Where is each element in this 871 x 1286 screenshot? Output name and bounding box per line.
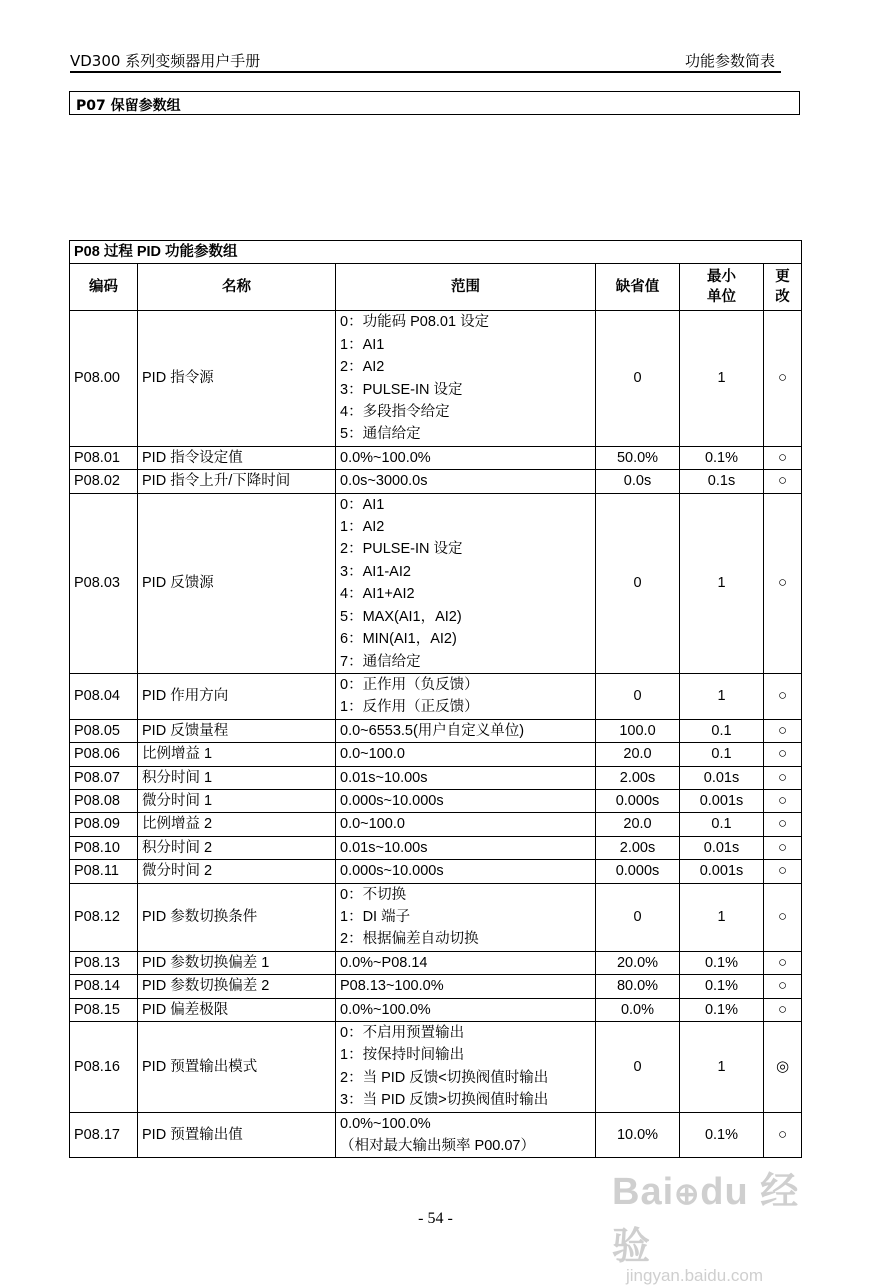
param-min-unit: 0.1 xyxy=(680,743,764,766)
param-name: PID 指令源 xyxy=(138,311,336,446)
range-option: 0：不启用预置输出 xyxy=(340,1025,465,1041)
param-change-symbol: ○ xyxy=(764,1112,802,1158)
range-option: 1：按保持时间输出 xyxy=(340,1047,465,1064)
param-name: PID 反馈源 xyxy=(138,493,336,673)
param-range xyxy=(336,311,596,446)
param-default: 0 xyxy=(596,883,680,951)
param-change-symbol: ○ xyxy=(764,743,802,766)
range-option: 0.0%~P08.14 xyxy=(340,954,428,971)
param-code: P08.14 xyxy=(70,975,138,998)
param-default: 50.0% xyxy=(596,446,680,469)
param-range xyxy=(336,836,596,859)
table-row xyxy=(70,719,802,742)
param-change-symbol: ○ xyxy=(764,836,802,859)
range-option: 2：AI2 xyxy=(340,359,385,376)
range-option: 1：AI2 xyxy=(340,519,385,536)
range-option: 0.0%~100.0% xyxy=(340,449,431,466)
param-range xyxy=(336,975,596,998)
range-option: 1：DI 端子 xyxy=(340,908,411,925)
param-default: 20.0% xyxy=(596,951,680,974)
range-option: 0：正作用（负反馈） xyxy=(340,676,479,693)
range-option: 4：AI1+AI2 xyxy=(340,586,415,603)
table-row xyxy=(70,446,802,469)
page-number: - 54 - xyxy=(418,1210,453,1227)
param-change-symbol: ○ xyxy=(764,998,802,1021)
param-range xyxy=(336,789,596,812)
range-option: 0.0%~100.0% xyxy=(340,1001,431,1018)
section-title: 功能参数简表 xyxy=(684,52,775,70)
param-range xyxy=(336,493,596,673)
col-header-min-unit: 最小 单位 xyxy=(680,264,764,311)
param-code: P08.05 xyxy=(70,719,138,742)
param-code: P08.06 xyxy=(70,743,138,766)
param-name: PID 指令设定值 xyxy=(138,446,336,469)
p08-parameter-table xyxy=(69,240,802,1158)
param-range xyxy=(336,998,596,1021)
param-range xyxy=(336,1022,596,1113)
param-code: P08.10 xyxy=(70,836,138,859)
param-min-unit: 0.01s xyxy=(680,766,764,789)
range-option: 6：MIN(AI1，AI2) xyxy=(340,631,457,648)
param-code: P08.09 xyxy=(70,813,138,836)
param-min-unit: 0.1% xyxy=(680,951,764,974)
param-name: PID 偏差极限 xyxy=(138,998,336,1021)
param-code: P08.00 xyxy=(70,311,138,446)
range-option: 0.01s~10.00s xyxy=(340,769,428,786)
param-min-unit: 1 xyxy=(680,883,764,951)
baidu-jingyan-watermark: Bai⊕du 经验 jingyan.baidu.com xyxy=(612,1171,800,1285)
param-range xyxy=(336,1112,596,1158)
param-name: 微分时间 2 xyxy=(138,860,336,883)
table-row xyxy=(70,813,802,836)
table-row xyxy=(70,673,802,719)
table-row xyxy=(70,311,802,446)
param-min-unit: 0.1s xyxy=(680,470,764,493)
param-default: 0.0s xyxy=(596,470,680,493)
range-option: 3：AI1-AI2 xyxy=(340,563,411,580)
param-default: 0 xyxy=(596,311,680,446)
param-change-symbol: ○ xyxy=(764,446,802,469)
param-min-unit: 0.1% xyxy=(680,1112,764,1158)
param-default: 20.0 xyxy=(596,743,680,766)
table-row xyxy=(70,860,802,883)
param-code: P08.11 xyxy=(70,860,138,883)
param-change-symbol: ○ xyxy=(764,311,802,446)
param-name: 微分时间 1 xyxy=(138,789,336,812)
param-default: 20.0 xyxy=(596,813,680,836)
range-option: 5：通信给定 xyxy=(340,426,421,443)
param-code: P08.07 xyxy=(70,766,138,789)
param-range xyxy=(336,951,596,974)
table-header-row xyxy=(70,264,802,311)
table-row xyxy=(70,493,802,673)
range-option: P08.13~100.0% xyxy=(340,978,444,995)
param-default: 0 xyxy=(596,673,680,719)
manual-title: VD300 系列变频器用户手册 xyxy=(70,52,261,70)
param-name: PID 参数切换条件 xyxy=(138,883,336,951)
param-change-symbol: ○ xyxy=(764,951,802,974)
p08-group-title: P08 过程 PID 功能参数组 xyxy=(70,241,802,264)
range-option: 2：当 PID 反馈<切换阀值时输出 xyxy=(340,1069,549,1086)
param-default: 0.000s xyxy=(596,860,680,883)
param-default: 0 xyxy=(596,493,680,673)
param-default: 2.00s xyxy=(596,766,680,789)
range-option: 0.000s~10.000s xyxy=(340,792,444,809)
range-option: 0：不切换 xyxy=(340,886,407,903)
param-change-symbol: ○ xyxy=(764,813,802,836)
table-row xyxy=(70,1022,802,1113)
param-code: P08.03 xyxy=(70,493,138,673)
param-min-unit: 0.1 xyxy=(680,719,764,742)
param-min-unit: 1 xyxy=(680,493,764,673)
table-row xyxy=(70,789,802,812)
param-min-unit: 0.1% xyxy=(680,446,764,469)
table-row xyxy=(70,883,802,951)
param-default: 2.00s xyxy=(596,836,680,859)
param-min-unit: 0.1 xyxy=(680,813,764,836)
range-option: 0.01s~10.00s xyxy=(340,839,428,856)
param-min-unit: 1 xyxy=(680,311,764,446)
range-option: 1：AI1 xyxy=(340,336,385,353)
param-change-symbol: ○ xyxy=(764,975,802,998)
param-name: PID 反馈量程 xyxy=(138,719,336,742)
param-name: 积分时间 1 xyxy=(138,766,336,789)
param-range xyxy=(336,470,596,493)
param-code: P08.15 xyxy=(70,998,138,1021)
param-name: PID 参数切换偏差 2 xyxy=(138,975,336,998)
param-change-symbol: ○ xyxy=(764,493,802,673)
range-option: 2：根据偏差自动切换 xyxy=(340,931,479,948)
range-option: 0：AI1 xyxy=(340,496,385,513)
table-row xyxy=(70,975,802,998)
range-option: 4：多段指令给定 xyxy=(340,404,450,421)
table-row xyxy=(70,998,802,1021)
range-option: 0.0%~100.0% xyxy=(340,1115,431,1132)
param-min-unit: 1 xyxy=(680,1022,764,1113)
col-header-code: 编码 xyxy=(70,264,138,311)
header-rule xyxy=(70,71,781,73)
col-header-name: 名称 xyxy=(138,264,336,311)
param-name: PID 参数切换偏差 1 xyxy=(138,951,336,974)
table-row xyxy=(70,743,802,766)
param-code: P08.01 xyxy=(70,446,138,469)
param-min-unit: 0.1% xyxy=(680,975,764,998)
col-header-default: 缺省值 xyxy=(596,264,680,311)
range-option: 0.000s~10.000s xyxy=(340,863,444,880)
param-range xyxy=(336,719,596,742)
range-option: 0：功能码 P08.01 设定 xyxy=(340,314,490,331)
range-option: 0.0~100.0 xyxy=(340,746,405,763)
param-code: P08.13 xyxy=(70,951,138,974)
param-code: P08.17 xyxy=(70,1112,138,1158)
param-name: PID 预置输出模式 xyxy=(138,1022,336,1113)
param-default: 100.0 xyxy=(596,719,680,742)
param-change-symbol: ○ xyxy=(764,860,802,883)
table-row xyxy=(70,1112,802,1158)
range-option: 3：当 PID 反馈>切换阀值时输出 xyxy=(340,1092,549,1109)
param-change-symbol: ◎ xyxy=(764,1022,802,1113)
param-name: 积分时间 2 xyxy=(138,836,336,859)
col-header-range: 范围 xyxy=(336,264,596,311)
param-default: 0.0% xyxy=(596,998,680,1021)
param-name: PID 作用方向 xyxy=(138,673,336,719)
range-option: 0.0~100.0 xyxy=(340,816,405,833)
col-header-change: 更 改 xyxy=(764,264,802,311)
param-name: PID 预置输出值 xyxy=(138,1112,336,1158)
range-option: （相对最大输出频率 P00.07） xyxy=(340,1138,535,1155)
param-code: P08.08 xyxy=(70,789,138,812)
param-range xyxy=(336,813,596,836)
range-option: 2：PULSE-IN 设定 xyxy=(340,541,463,558)
param-range xyxy=(336,883,596,951)
p07-group-title: P07 保留参数组 xyxy=(69,91,800,115)
param-default: 0 xyxy=(596,1022,680,1113)
param-min-unit: 1 xyxy=(680,673,764,719)
param-code: P08.04 xyxy=(70,673,138,719)
range-option: 1：反作用（正反馈） xyxy=(340,699,479,716)
param-name: 比例增益 2 xyxy=(138,813,336,836)
param-change-symbol: ○ xyxy=(764,883,802,951)
param-change-symbol: ○ xyxy=(764,673,802,719)
param-range xyxy=(336,673,596,719)
range-option: 3：PULSE-IN 设定 xyxy=(340,381,463,398)
table-row xyxy=(70,766,802,789)
param-change-symbol: ○ xyxy=(764,789,802,812)
param-code: P08.16 xyxy=(70,1022,138,1113)
param-change-symbol: ○ xyxy=(764,719,802,742)
param-name: 比例增益 1 xyxy=(138,743,336,766)
param-change-symbol: ○ xyxy=(764,766,802,789)
param-default: 10.0% xyxy=(596,1112,680,1158)
table-body xyxy=(70,311,802,1158)
table-row xyxy=(70,470,802,493)
param-code: P08.02 xyxy=(70,470,138,493)
param-range xyxy=(336,766,596,789)
param-default: 80.0% xyxy=(596,975,680,998)
range-option: 7：通信给定 xyxy=(340,653,421,670)
param-range xyxy=(336,860,596,883)
param-change-symbol: ○ xyxy=(764,470,802,493)
param-range xyxy=(336,446,596,469)
range-option: 0.0s~3000.0s xyxy=(340,473,428,490)
range-option: 0.0~6553.5(用户自定义单位) xyxy=(340,722,525,739)
table-row xyxy=(70,836,802,859)
param-name: PID 指令上升/下降时间 xyxy=(138,470,336,493)
range-option: 5：MAX(AI1，AI2) xyxy=(340,608,462,625)
param-min-unit: 0.01s xyxy=(680,836,764,859)
param-min-unit: 0.001s xyxy=(680,789,764,812)
param-min-unit: 0.1% xyxy=(680,998,764,1021)
table-row xyxy=(70,951,802,974)
param-default: 0.000s xyxy=(596,789,680,812)
param-range xyxy=(336,743,596,766)
param-code: P08.12 xyxy=(70,883,138,951)
param-min-unit: 0.001s xyxy=(680,860,764,883)
